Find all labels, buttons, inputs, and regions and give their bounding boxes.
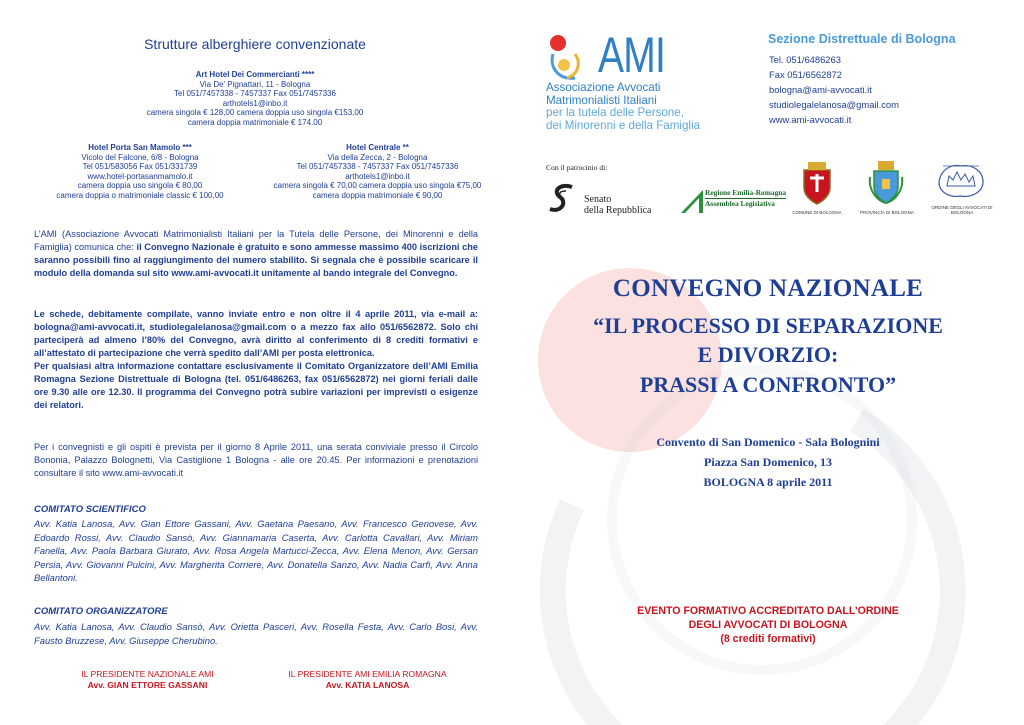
logo-line: Associazione Avvocati <box>546 81 661 94</box>
hotels-title: Strutture alberghiere convenzionate <box>144 36 366 52</box>
president-role: IL PRESIDENTE AMI EMILIA ROMAGNA <box>288 669 447 679</box>
crest-label: PROVINCIA DI BOLOGNA <box>860 210 914 215</box>
event-date: BOLOGNA 8 aprile 2011 <box>703 475 833 489</box>
hotel-porta-san-mamolo <box>20 143 260 201</box>
hotel-name: Hotel Porta San Mamolo *** <box>88 143 192 152</box>
regione-line: Assemblea Legislativa <box>705 198 786 209</box>
hotel-address: Via della Zecca, 2 - Bologna <box>327 152 428 162</box>
hotel-price-1: camera doppia uso singola € 80,00 <box>77 181 203 191</box>
hotel-phone: Tel 051/7457338 - 7457337 Fax 051/7457336 <box>174 89 336 99</box>
ordine-avvocati-logo-icon <box>935 158 987 202</box>
conference-subtitle-line-2: E DIVORZIO: <box>697 342 839 367</box>
president-role: IL PRESIDENTE NAZIONALE AMI <box>81 669 214 679</box>
logo-line: per la tutela delle Persone, <box>546 106 684 120</box>
conference-title: CONVEGNO NAZIONALE <box>612 275 924 302</box>
contact-website[interactable]: www.ami-avvocati.it <box>769 114 852 125</box>
comune-crest-icon <box>800 160 834 206</box>
ami-full-name <box>546 82 700 132</box>
dinner-paragraph: Per i convegnisti e gli ospiti è prevista per il giorno 8 Aprile 2011, una serata conviviale presso il Circolo Bononia, Palazzo Bolognetti, Via Castiglione 1 Bologna - alle ore 20.45. Per informazioni e prenotazioni consultare il sito www.ami-avvocati.it <box>34 442 478 478</box>
senate-emblem-icon <box>546 181 582 217</box>
hotel-address: Vicolo del Falcone, 6/8 - Bologna <box>81 152 199 162</box>
contact-email-2[interactable]: studiolegalelanosa@gmail.com <box>769 99 899 110</box>
hotel-centrale <box>255 143 500 201</box>
senate-line: della Repubblica <box>584 205 652 216</box>
registration-paragraph <box>34 308 478 412</box>
crest-label: COMUNE DI BOLOGNA <box>792 210 842 215</box>
regione-label <box>705 188 786 209</box>
intro-highlight: il Convegno Nazionale è gratuito e sono ammesse massimo 400 iscrizioni che saranno possibili fino al raggiungimento del numero stabilito. Si segnala che è possibile scaricare il modulo della domanda sul sito www.ami-avvocati.it unitamente al bando integrale del Convegno. <box>34 242 478 278</box>
hotel-name: Hotel Centrale ** <box>346 143 409 152</box>
contact-phone: Tel. 051/6486263 <box>769 54 841 65</box>
venue-address: Piazza San Domenico, 13 <box>704 455 832 469</box>
crest-label: ORDINE DEGLI AVVOCATI DI BOLOGNA <box>931 205 993 215</box>
hotel-address: Via De' Pignattari, 11 - Bologna <box>199 79 311 89</box>
president-name: Avv. KATIA LANOSA <box>325 680 410 690</box>
scientific-committee-members: Avv. Katia Lanosa, Avv. Gian Ettore Gassani, Avv. Gaetana Paesano, Avv. Francesco Genovese, Avv. Edoardo Rossi, Avv. Claudio Sansò, Avv. Giannamaria Caserta, Avv. Carlotta Cavallari, Avv. Miriam Fanella, Avv. Paola Barbara Giurato, Avv. Rosa Angela Martucci-Zecca, Avv. Elena Menon, Avv. Gersan Persia, Avv. Giovanni Pulcini, Avv. Margherita Corriere, Avv. Donatella Sanzo, Avv. Nadia Carfì, Avv. Anna Bellantoni. <box>34 518 478 584</box>
scientific-committee-title: COMITATO SCIENTIFICO <box>34 504 146 515</box>
hotel-price-2: camera doppia matrimoniale € 90,00 <box>312 190 443 200</box>
hotel-art-hotel <box>130 70 380 128</box>
patronage-label: Con il patrocinio di: <box>546 163 608 172</box>
president-name: Avv. GIAN ETTORE GASSANI <box>87 680 208 690</box>
hotel-price-2: camera doppia matrimoniale € 174.00 <box>187 117 323 127</box>
organizing-committee-members: Avv. Katia Lanosa, Avv. Claudio Sansò, Avv. Orietta Pasceri, Avv. Rosella Festa, Avv. Carlo Bosi, Avv. Fausto Bruzzese, Avv. Giuseppe Cherubino. <box>34 621 478 646</box>
hotel-price-1: camera singola € 70,00 camera doppia uso singola €75,00 <box>273 181 482 191</box>
hotel-price-1: camera singola € 128,00 camera doppia uso singola €153,00 <box>146 108 364 118</box>
intro-text: L’AMI (Associazione Avvocati Matrimonialisti Italiani per la Tutela delle Persone, dei Minorenni e della Famiglia) comunica che: <box>34 229 478 252</box>
hotel-price-2: camera doppia o matrimoniale classic € 100,00 <box>56 190 224 200</box>
ami-logo-text: AMI <box>598 27 666 83</box>
hotel-phone: Tel 051/583056 Fax 051/331739 <box>82 162 198 172</box>
regional-president <box>260 669 475 691</box>
senate-label <box>584 194 651 216</box>
section-title: Sezione Distrettuale di Bologna <box>768 32 956 46</box>
intro-paragraph <box>34 228 478 280</box>
logo-line: Matrimonialisti Italiani <box>546 93 657 107</box>
registration-text: Le schede, debitamente compilate, vanno inviate entro e non oltre il 4 aprile 2011, via e-mail a: bologna@ami-avvocati.it, studiolegalelanosa@gmail.com o a mezzo fax allo 051/6562872. Solo chi parteciperà ad almeno l’80% del Convegno, avrà diritto al conferimento di 8 crediti formativi e all’attestato di partecipazione che verrà spedito dall’AMI per posta elettronica. <box>34 309 478 358</box>
venue-name: Convento di San Domenico - Sala Bolognini <box>656 435 880 449</box>
accreditation-line-1: EVENTO FORMATIVO ACCREDITATO DALL’ORDINE <box>637 605 899 617</box>
provincia-crest-icon <box>868 157 904 205</box>
info-text: Per qualsiasi altra informazione contattare esclusivamente il Comitato Organizzatore dell’AMI Emilia Romagna Sezione Distrettuale di Bologna (tel. 051/6486263, fax 051/6562872) nei giorni feriali dalle ore 9.30 alle ore 12.30. Il programma del Convegno potrà subire variazioni per imprevisti o esigenze dei relatori. <box>34 361 478 410</box>
accreditation-credits: (8 crediti formativi) <box>720 633 816 645</box>
hotel-phone: Tel 051/7457338 - 7457337 Fax 051/7457336 <box>296 162 459 172</box>
conference-subtitle-line-3: PRASSI A CONFRONTO” <box>639 372 897 397</box>
hotel-email: arthotels1@inbo.it <box>345 171 410 181</box>
hotel-email: arthotels1@inbo.it <box>222 98 288 108</box>
accreditation-line-2: DEGLI AVVOCATI DI BOLOGNA <box>688 619 848 631</box>
national-president <box>40 669 255 691</box>
contact-fax: Fax 051/6562872 <box>769 69 842 80</box>
senate-line: Senato <box>584 194 612 205</box>
conference-subtitle-line-1: “IL PROCESSO DI SEPARAZIONE <box>593 313 943 338</box>
hotel-website: www.hotel-portasanmamolo.it <box>87 171 193 181</box>
hotel-name: Art Hotel Dei Commercianti **** <box>195 70 315 79</box>
contact-email[interactable]: bologna@ami-avvocati.it <box>769 84 872 95</box>
logo-line: dei Minorenni e della Famiglia <box>546 118 701 132</box>
organizing-committee-title: COMITATO ORGANIZZATORE <box>34 606 168 617</box>
regione-line: Regione Emilia-Romagna <box>705 188 787 197</box>
